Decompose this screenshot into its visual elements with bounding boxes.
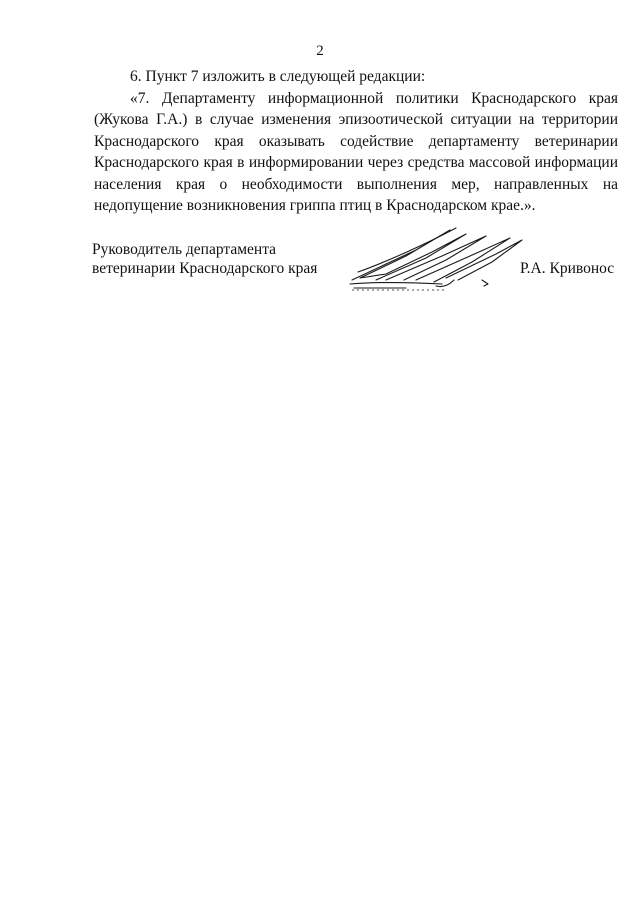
signatory-title-line1: Руководитель департамента	[92, 241, 277, 258]
paragraph-item-7: «7. Департаменту информационной политики Краснодарского края (Жукова Г.А.) в случае изменения эпизоотической ситуации на территории Краснодарского края оказывать содействие департаменту ветеринарии Краснодарского края в информировании через средства массовой информации населения края о необходимости выполнения мер, направленных на недопущение возникновения гриппа птиц в Краснодарском крае.».	[94, 89, 618, 214]
signatory-title-line2: ветеринарии Краснодарского края	[92, 260, 318, 277]
signatory-name: Р.А. Кривонос	[520, 260, 615, 277]
paragraph-item-6: 6. Пункт 7 изложить в следующей редакции:	[130, 68, 426, 85]
document-body	[94, 66, 618, 217]
handwritten-signature-icon	[346, 222, 526, 294]
signatory-title	[92, 240, 352, 278]
page-number: 2	[316, 43, 324, 59]
